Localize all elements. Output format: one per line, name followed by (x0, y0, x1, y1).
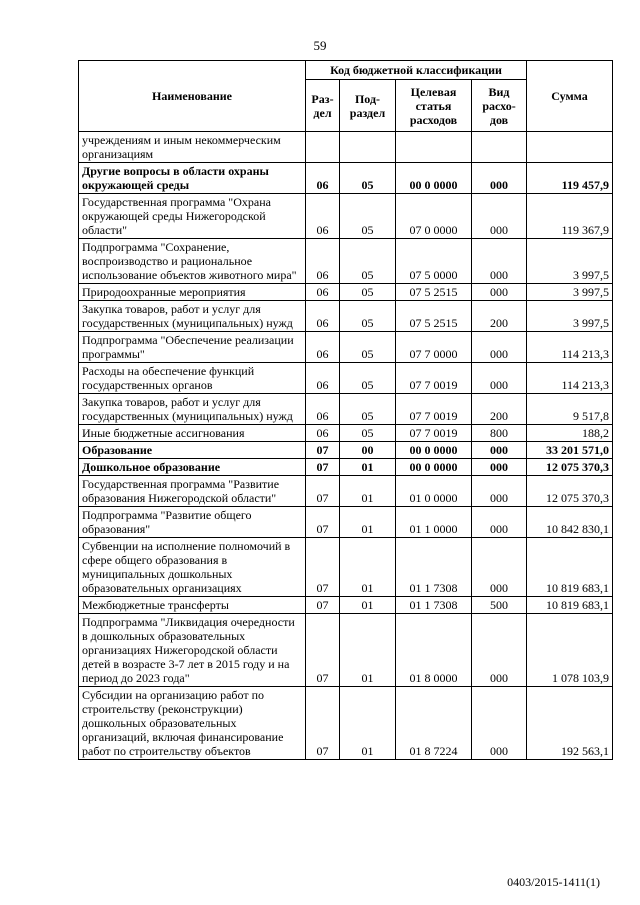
row-target: 01 8 0000 (396, 614, 472, 687)
row-name: Субсидии на организацию работ по строительству (реконструкции) дошкольных образовательных организаций, включая финансирование работ по строительству объектов (79, 687, 306, 760)
row-sum: 33 201 571,0 (527, 442, 613, 459)
row-podrazdel: 05 (340, 239, 396, 284)
row-vid: 000 (472, 507, 527, 538)
row-vid: 000 (472, 194, 527, 239)
row-vid: 500 (472, 597, 527, 614)
table-row (79, 239, 613, 284)
table-row (79, 476, 613, 507)
table-row (79, 442, 613, 459)
row-name: Природоохранные мероприятия (79, 284, 306, 301)
row-target: 07 5 2515 (396, 284, 472, 301)
row-name: учреждениям и иным некоммерческим организациям (79, 132, 306, 163)
table-row (79, 597, 613, 614)
row-target: 00 0 0000 (396, 459, 472, 476)
row-target: 07 7 0019 (396, 363, 472, 394)
row-name: Другие вопросы в области охраны окружающей среды (79, 163, 306, 194)
row-sum: 1 078 103,9 (527, 614, 613, 687)
table-row (79, 301, 613, 332)
row-target: 07 0 0000 (396, 194, 472, 239)
table-row (79, 332, 613, 363)
row-razdel: 06 (306, 425, 340, 442)
row-sum: 12 075 370,3 (527, 459, 613, 476)
row-podrazdel: 01 (340, 538, 396, 597)
row-vid: 000 (472, 687, 527, 760)
header-expense-type: Вид расхо-дов (472, 80, 527, 132)
row-podrazdel: 01 (340, 614, 396, 687)
row-podrazdel: 01 (340, 476, 396, 507)
row-podrazdel: 05 (340, 332, 396, 363)
row-name: Государственная программа "Развитие образования Нижегородской области" (79, 476, 306, 507)
row-vid: 800 (472, 425, 527, 442)
row-name: Расходы на обеспечение функций государственных органов (79, 363, 306, 394)
row-name: Закупка товаров, работ и услуг для государственных (муниципальных) нужд (79, 301, 306, 332)
row-vid: 000 (472, 476, 527, 507)
row-vid: 000 (472, 163, 527, 194)
row-name: Образование (79, 442, 306, 459)
row-razdel: 06 (306, 163, 340, 194)
header-classification-group: Код бюджетной классификации (306, 61, 527, 80)
header-razdel: Раз-дел (306, 80, 340, 132)
row-target: 07 5 0000 (396, 239, 472, 284)
row-target: 00 0 0000 (396, 163, 472, 194)
row-podrazdel: 01 (340, 597, 396, 614)
row-target: 01 1 7308 (396, 538, 472, 597)
row-podrazdel: 01 (340, 507, 396, 538)
row-sum: 188,2 (527, 425, 613, 442)
row-name: Закупка товаров, работ и услуг для государственных (муниципальных) нужд (79, 394, 306, 425)
row-sum (527, 132, 613, 163)
row-vid: 200 (472, 301, 527, 332)
row-vid: 000 (472, 459, 527, 476)
row-podrazdel: 01 (340, 687, 396, 760)
row-target: 01 1 7308 (396, 597, 472, 614)
row-razdel: 06 (306, 194, 340, 239)
row-podrazdel: 01 (340, 459, 396, 476)
row-sum: 3 997,5 (527, 284, 613, 301)
table-row (79, 284, 613, 301)
row-vid: 000 (472, 538, 527, 597)
row-name: Иные бюджетные ассигнования (79, 425, 306, 442)
row-razdel: 07 (306, 538, 340, 597)
row-sum: 192 563,1 (527, 687, 613, 760)
row-vid: 000 (472, 332, 527, 363)
row-target: 01 1 0000 (396, 507, 472, 538)
row-sum: 12 075 370,3 (527, 476, 613, 507)
row-vid: 000 (472, 442, 527, 459)
row-target: 01 0 0000 (396, 476, 472, 507)
row-target: 01 8 7224 (396, 687, 472, 760)
row-target (396, 132, 472, 163)
row-name: Дошкольное образование (79, 459, 306, 476)
row-sum: 3 997,5 (527, 239, 613, 284)
row-sum: 119 457,9 (527, 163, 613, 194)
row-razdel: 07 (306, 687, 340, 760)
row-name: Подпрограмма "Сохранение, воспроизводство и рациональное использование объектов животного мира" (79, 239, 306, 284)
table-row (79, 163, 613, 194)
row-razdel: 06 (306, 332, 340, 363)
row-podrazdel: 05 (340, 301, 396, 332)
budget-table (78, 60, 613, 760)
row-razdel: 06 (306, 239, 340, 284)
row-razdel: 07 (306, 597, 340, 614)
row-name: Подпрограмма "Обеспечение реализации программы" (79, 332, 306, 363)
row-podrazdel (340, 132, 396, 163)
row-podrazdel: 05 (340, 425, 396, 442)
row-sum: 119 367,9 (527, 194, 613, 239)
row-razdel: 07 (306, 476, 340, 507)
row-target: 07 5 2515 (396, 301, 472, 332)
row-vid: 000 (472, 284, 527, 301)
row-sum: 114 213,3 (527, 332, 613, 363)
document-code: 0403/2015-1411(1) (507, 875, 600, 889)
header-podrazdel: Под-раздел (340, 80, 396, 132)
row-razdel: 07 (306, 507, 340, 538)
table-row (79, 425, 613, 442)
table-row (79, 132, 613, 163)
row-podrazdel: 05 (340, 194, 396, 239)
table-row (79, 507, 613, 538)
table-row (79, 363, 613, 394)
row-target: 00 0 0000 (396, 442, 472, 459)
page-number: 59 (313, 38, 327, 53)
row-sum: 10 842 830,1 (527, 507, 613, 538)
row-target: 07 7 0019 (396, 394, 472, 425)
row-podrazdel: 05 (340, 284, 396, 301)
row-podrazdel: 05 (340, 163, 396, 194)
row-podrazdel: 00 (340, 442, 396, 459)
row-name: Субвенции на исполнение полномочий в сфере общего образования в муниципальных дошкольных образовательных организациях (79, 538, 306, 597)
row-sum: 10 819 683,1 (527, 538, 613, 597)
row-vid: 200 (472, 394, 527, 425)
row-razdel: 06 (306, 394, 340, 425)
row-vid: 000 (472, 363, 527, 394)
header-target-article: Целевая статья расходов (396, 80, 472, 132)
table-row (79, 687, 613, 760)
row-target: 07 7 0000 (396, 332, 472, 363)
table-row (79, 538, 613, 597)
row-target: 07 7 0019 (396, 425, 472, 442)
row-razdel: 06 (306, 284, 340, 301)
row-razdel: 06 (306, 301, 340, 332)
row-name: Межбюджетные трансферты (79, 597, 306, 614)
row-name: Подпрограмма "Развитие общего образования" (79, 507, 306, 538)
table-row (79, 394, 613, 425)
table-row (79, 194, 613, 239)
row-razdel (306, 132, 340, 163)
row-name: Государственная программа "Охрана окружающей среды Нижегородской области" (79, 194, 306, 239)
row-vid: 000 (472, 614, 527, 687)
row-sum: 3 997,5 (527, 301, 613, 332)
row-name: Подпрограмма "Ликвидация очередности в дошкольных образовательных организациях Нижегородской области детей в возрасте 3-7 лет в 2015 году и на период до 2023 года" (79, 614, 306, 687)
table-row (79, 614, 613, 687)
row-podrazdel: 05 (340, 394, 396, 425)
row-vid: 000 (472, 239, 527, 284)
header-sum: Сумма (527, 61, 613, 132)
row-podrazdel: 05 (340, 363, 396, 394)
row-razdel: 07 (306, 614, 340, 687)
row-sum: 9 517,8 (527, 394, 613, 425)
header-name: Наименование (79, 61, 306, 132)
row-razdel: 07 (306, 459, 340, 476)
row-vid (472, 132, 527, 163)
row-razdel: 06 (306, 363, 340, 394)
table-row (79, 459, 613, 476)
row-razdel: 07 (306, 442, 340, 459)
row-sum: 10 819 683,1 (527, 597, 613, 614)
row-sum: 114 213,3 (527, 363, 613, 394)
